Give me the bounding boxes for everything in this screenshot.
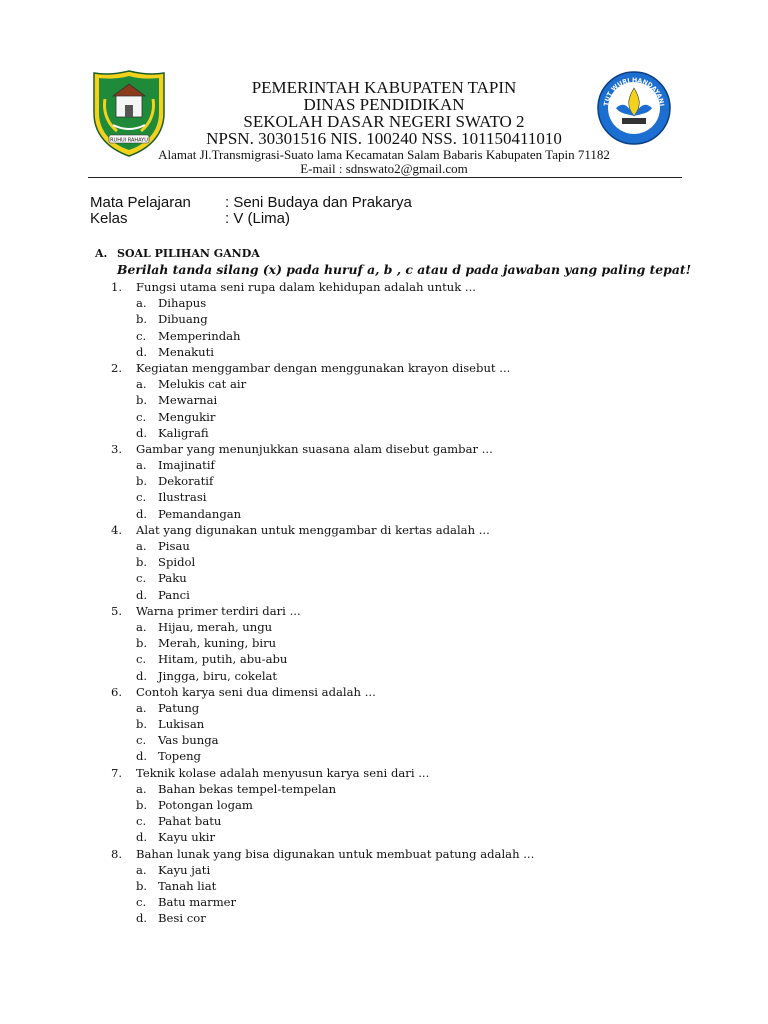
question-item (0, 279, 768, 295)
option-text: Paku (158, 571, 187, 586)
section-letter: A. (95, 247, 108, 260)
answer-option (0, 716, 768, 732)
class-label: Kelas (90, 210, 128, 227)
answer-option (0, 570, 768, 586)
question-item (0, 846, 768, 862)
question-item (0, 684, 768, 700)
option-text: Menakuti (158, 344, 214, 359)
question-number: 3. (111, 441, 123, 456)
option-letter: a. (136, 458, 147, 473)
school-address: Alamat Jl.Transmigrasi-Suato lama Kecamatan Salam Babaris Kabupaten Tapin 71182 (158, 147, 610, 162)
option-text: Kaligrafi (158, 425, 209, 440)
question-text: Fungsi utama seni rupa dalam kehidupan adalah untuk ... (136, 280, 476, 294)
answer-option (0, 894, 768, 910)
question-item (0, 441, 768, 457)
option-letter: b. (136, 636, 148, 651)
option-letter: a. (136, 862, 147, 877)
answer-option (0, 489, 768, 505)
option-text: Batu marmer (158, 895, 237, 910)
answer-option (0, 910, 768, 926)
option-text: Vas bunga (158, 733, 219, 748)
option-letter: a. (136, 296, 147, 311)
option-letter: c. (136, 409, 147, 424)
option-text: Tanah liat (158, 878, 217, 893)
option-letter: b. (136, 393, 148, 408)
option-text: Melukis cat air (158, 377, 247, 392)
question-text: Gambar yang menunjukkan suasana alam disebut gambar ... (136, 441, 493, 456)
question-number: 8. (111, 846, 123, 861)
option-letter: c. (136, 652, 147, 667)
option-letter: c. (136, 733, 147, 748)
option-text: Lukisan (158, 717, 205, 732)
question-number: 5. (111, 603, 123, 618)
option-letter: d. (136, 668, 148, 683)
option-letter: b. (136, 717, 148, 732)
letterhead (0, 0, 768, 190)
option-letter: a. (136, 377, 147, 392)
option-text: Kayu ukir (158, 830, 216, 845)
option-letter: c. (136, 571, 147, 586)
option-letter: d. (136, 344, 148, 359)
school-email: E-mail : sdnswato2@gmail.com (300, 161, 468, 176)
answer-option (0, 668, 768, 684)
answer-option (0, 748, 768, 764)
question-list (0, 279, 768, 927)
answer-option (0, 376, 768, 392)
answer-option (0, 344, 768, 360)
answer-option (0, 619, 768, 635)
question-text: Contoh karya seni dua dimensi adalah ... (136, 684, 376, 699)
option-text: Besi cor (158, 911, 206, 926)
section-title-text: SOAL PILIHAN GANDA (117, 247, 260, 260)
question-number: 2. (111, 360, 123, 375)
question-text: Warna primer terdiri dari ... (136, 603, 301, 618)
option-text: Memperindah (158, 328, 241, 343)
school-id-numbers: NPSN. 30301516 NIS. 100240 NSS. 101150411010 (206, 129, 562, 148)
answer-option (0, 554, 768, 570)
option-text: Spidol (158, 555, 196, 570)
option-text: Imajinatif (158, 458, 215, 473)
option-letter: d. (136, 587, 148, 602)
answer-option (0, 311, 768, 327)
answer-option (0, 295, 768, 311)
question-item (0, 765, 768, 781)
answer-option (0, 587, 768, 603)
answer-option (0, 862, 768, 878)
option-letter: d. (136, 506, 148, 521)
answer-option (0, 797, 768, 813)
answer-option (0, 409, 768, 425)
option-text: Hitam, putih, abu-abu (158, 652, 288, 667)
option-text: Dibuang (158, 312, 208, 327)
option-text: Dihapus (158, 296, 207, 311)
office-name: DINAS PENDIDIKAN (303, 95, 465, 114)
option-text: Mengukir (158, 409, 216, 424)
svg-text:RUHUI RAHAYU: RUHUI RAHAYU (110, 137, 148, 144)
option-text: Pisau (158, 539, 190, 553)
answer-option (0, 328, 768, 344)
option-letter: d. (136, 911, 148, 926)
question-number: 7. (111, 765, 123, 780)
option-letter: c. (136, 814, 147, 829)
option-letter: c. (136, 328, 147, 343)
option-letter: b. (136, 798, 148, 812)
answer-option (0, 651, 768, 667)
answer-option (0, 635, 768, 651)
question-number: 6. (111, 684, 123, 699)
answer-option (0, 878, 768, 894)
instruction-text: Berilah tanda silang (x) pada huruf a, b , c atau d pada jawaban yang paling tepat! (117, 262, 692, 277)
option-letter: d. (136, 830, 148, 845)
question-text: Kegiatan menggambar dengan menggunakan krayon disebut ... (136, 360, 511, 375)
option-letter: c. (136, 895, 147, 910)
answer-option (0, 538, 768, 554)
option-text: Pahat batu (158, 814, 222, 829)
option-text: Dekoratif (158, 474, 214, 489)
option-letter: b. (136, 555, 148, 570)
option-text: Mewarnai (158, 393, 218, 408)
option-text: Jingga, biru, cokelat (158, 668, 278, 683)
option-letter: a. (136, 619, 147, 634)
question-text: Teknik kolase adalah menyusun karya seni dari ... (136, 765, 430, 780)
option-text: Potongan logam (158, 798, 253, 812)
answer-option (0, 506, 768, 522)
option-letter: d. (136, 425, 148, 440)
question-text: Alat yang digunakan untuk menggambar di kertas adalah ... (136, 522, 490, 537)
option-text: Patung (158, 700, 200, 715)
option-letter: b. (136, 312, 148, 327)
question-text: Bahan lunak yang bisa digunakan untuk membuat patung adalah ... (136, 846, 535, 861)
question-item (0, 603, 768, 619)
answer-option (0, 473, 768, 489)
option-letter: a. (136, 781, 147, 796)
government-name: PEMERINTAH KABUPATEN TAPIN (251, 78, 517, 97)
svg-text:TUT WURI HANDAYANI: TUT WURI HANDAYANI (603, 76, 665, 107)
header-divider (88, 177, 682, 178)
option-letter: b. (136, 878, 148, 893)
answer-option (0, 781, 768, 797)
option-text: Ilustrasi (158, 490, 207, 505)
subject-value: : Seni Budaya dan Prakarya (225, 194, 412, 211)
option-text: Panci (158, 587, 190, 602)
option-text: Topeng (158, 749, 201, 764)
option-letter: b. (136, 474, 148, 489)
option-letter: a. (136, 700, 147, 715)
subject-label: Mata Pelajaran (90, 194, 191, 211)
answer-option (0, 813, 768, 829)
question-number: 1. (111, 280, 123, 294)
section-heading (95, 247, 260, 260)
option-text: Pemandangan (158, 506, 242, 521)
answer-option (0, 457, 768, 473)
school-name: SEKOLAH DASAR NEGERI SWATO 2 (243, 112, 525, 131)
answer-option (0, 732, 768, 748)
option-letter: a. (136, 539, 147, 553)
option-text: Hijau, merah, ungu (158, 619, 273, 634)
answer-option (0, 700, 768, 716)
question-number: 4. (111, 522, 123, 537)
class-value: : V (Lima) (225, 210, 291, 227)
option-letter: d. (136, 749, 148, 764)
answer-option (0, 425, 768, 441)
answer-option (0, 392, 768, 408)
answer-option (0, 829, 768, 845)
option-text: Kayu jati (158, 862, 211, 877)
question-item (0, 360, 768, 376)
option-text: Bahan bekas tempel-tempelan (158, 781, 337, 796)
option-letter: c. (136, 490, 147, 505)
option-text: Merah, kuning, biru (158, 636, 277, 651)
question-item (0, 522, 768, 538)
